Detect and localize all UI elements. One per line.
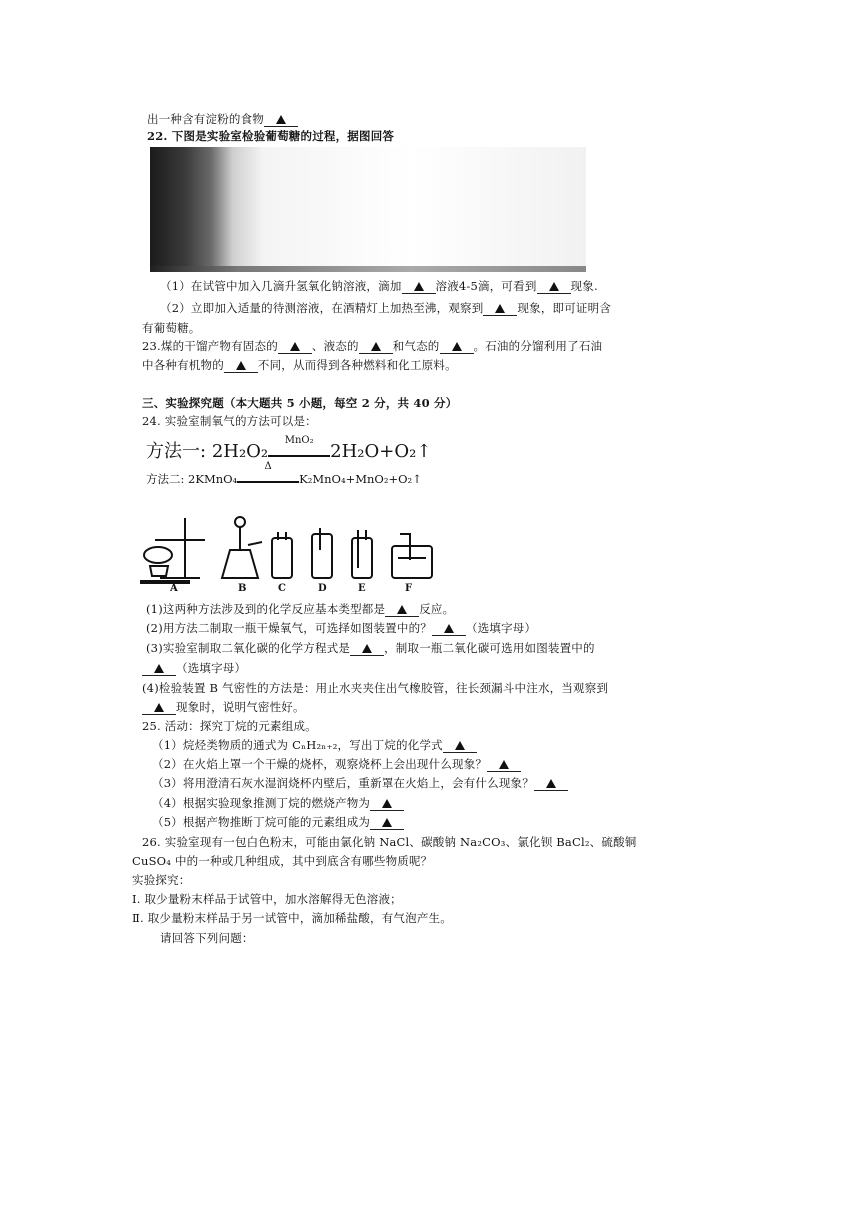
answer-blank[interactable] <box>350 641 384 656</box>
triangle-icon <box>236 361 246 370</box>
answer-blank[interactable] <box>487 757 521 772</box>
answer-blank[interactable] <box>483 301 517 316</box>
answer-blank[interactable] <box>142 661 176 676</box>
answer-blank[interactable] <box>370 815 404 830</box>
triangle-icon <box>276 115 286 124</box>
text-line-food <box>147 111 298 127</box>
answer-blank[interactable] <box>537 279 571 294</box>
answer-blank[interactable] <box>402 279 436 294</box>
triangle-icon <box>414 282 424 291</box>
question-26-step-2: Ⅱ. 取少量粉末样品于另一试管中，滴加稀盐酸，有气泡产生。 <box>132 911 452 925</box>
question-26: 26. 实验室现有一包白色粉末，可能由氯化钠 NaCl、碳酸钠 Na₂CO₃、氯化钡 BaCl₂、硫酸铜 <box>142 835 637 849</box>
triangle-icon <box>154 703 164 712</box>
triangle-icon <box>499 760 509 769</box>
question-24-part-3-cont: （选填字母） <box>142 660 246 676</box>
question-24-part-2: (2)用方法二制取一瓶干燥氧气，可选择如图装置中的？ （选填字母） <box>146 621 537 635</box>
question-26-explore: 实验探究： <box>132 873 191 887</box>
triangle-icon <box>495 304 505 313</box>
question-22-title: 22. 下图是实验室检验葡萄糖的过程，据图回答 <box>147 129 395 143</box>
reaction-condition: Δ <box>237 472 299 483</box>
question-22-part-2-cont: 有葡萄糖。 <box>142 321 201 335</box>
answer-blank[interactable] <box>142 700 176 715</box>
question-24-part-4: (4)检验装置 B 气密性的方法是：用止水夹夹住出气橡胶管，往长颈漏斗中注水，当观察到 <box>142 681 609 695</box>
answer-blank[interactable] <box>385 602 419 617</box>
apparatus-label-d: D <box>318 583 327 594</box>
triangle-icon <box>290 342 300 351</box>
question-22-part-2: （2）立即加入适量的待测溶液，在酒精灯上加热至沸，观察到 现象，即可证明含 <box>160 301 612 315</box>
question-26-prompt: 请回答下列问题： <box>160 931 254 945</box>
question-24-part-3: (3)实验室制取二氧化碳的化学方程式是 ，制取一瓶二氧化碳可选用如图装置中的 <box>146 641 595 655</box>
glucose-experiment-photo <box>150 147 586 272</box>
question-25-part-2: （2）在火焰上罩一个干燥的烧杯，观察烧杯上会出现什么现象？ <box>152 756 521 772</box>
triangle-icon <box>549 282 559 291</box>
answer-blank[interactable] <box>278 339 312 354</box>
triangle-icon <box>371 342 381 351</box>
triangle-icon <box>397 605 407 614</box>
answer-blank[interactable] <box>534 776 568 791</box>
apparatus-label-f: F <box>405 583 413 594</box>
apparatus-label-b: B <box>238 583 247 594</box>
answer-blank[interactable] <box>264 112 298 127</box>
reaction-condition: MnO₂ <box>268 446 330 457</box>
answer-blank[interactable] <box>224 358 258 373</box>
question-26-cont: CuSO₄ 中的一种或几种组成，其中到底含有哪些物质呢？ <box>132 854 433 868</box>
question-24: 24. 实验室制氧气的方法可以是： <box>142 414 317 428</box>
question-25-part-4: （4）根据实验现象推测丁烷的燃烧产物为 <box>152 795 404 811</box>
equation-method-1: 方法一: 2H₂O₂ MnO₂ 2H₂O+O₂↑ <box>146 435 432 462</box>
question-25: 25. 活动：探究丁烷的元素组成。 <box>142 719 317 733</box>
section-3-heading: 三、实验探究题（本大题共 5 小题，每空 2 分，共 40 分） <box>142 396 458 410</box>
question-26-step-1: Ⅰ. 取少量粉末样品于试管中，加水溶解得无色溶液； <box>132 892 402 906</box>
triangle-icon <box>455 741 465 750</box>
question-23: 23.煤的干馏产物有固态的 、液态的 和气态的 。石油的分馏利用了石油 <box>142 339 603 353</box>
answer-blank[interactable] <box>440 339 474 354</box>
answer-blank[interactable] <box>370 796 404 811</box>
line-text: 出一种含有淀粉的食物 <box>147 112 264 126</box>
triangle-icon <box>452 342 462 351</box>
question-23-cont: 中各种有机物的 不同，从而得到各种燃料和化工原料。 <box>142 358 457 372</box>
triangle-icon <box>362 644 372 653</box>
triangle-icon <box>382 799 392 808</box>
triangle-icon <box>546 779 556 788</box>
equation-method-2: 方法二: 2KMnO₄ Δ K₂MnO₄+MnO₂+O₂↑ <box>146 461 422 486</box>
question-25-part-3: （3）将用澄清石灰水湿润烧杯内壁后，重新罩在火焰上，会有什么现象？ <box>152 775 568 791</box>
answer-blank[interactable] <box>359 339 393 354</box>
question-24-part-1: (1)这两种方法涉及到的化学反应基本类型都是 反应。 <box>146 602 455 616</box>
triangle-icon <box>444 624 454 633</box>
question-22-part-1: （1）在试管中加入几滴升氢氧化钠溶液，滴加 溶液4-5滴，可看到 现象. <box>160 279 598 293</box>
answer-blank[interactable] <box>432 621 466 636</box>
question-25-part-5: （5）根据产物推断丁烷可能的元素组成为 <box>152 814 404 830</box>
question-24-part-4-cont: 现象时，说明气密性好。 <box>142 699 305 715</box>
answer-blank[interactable] <box>443 738 477 753</box>
apparatus-figure <box>130 510 440 595</box>
apparatus-label-e: E <box>358 583 366 594</box>
apparatus-label-c: C <box>278 583 286 594</box>
question-25-part-1: （1）烷烃类物质的通式为 CₙH₂ₙ₊₂，写出丁烷的化学式 <box>152 737 477 753</box>
triangle-icon <box>154 664 164 673</box>
apparatus-label-a: A <box>170 583 178 594</box>
triangle-icon <box>382 818 392 827</box>
